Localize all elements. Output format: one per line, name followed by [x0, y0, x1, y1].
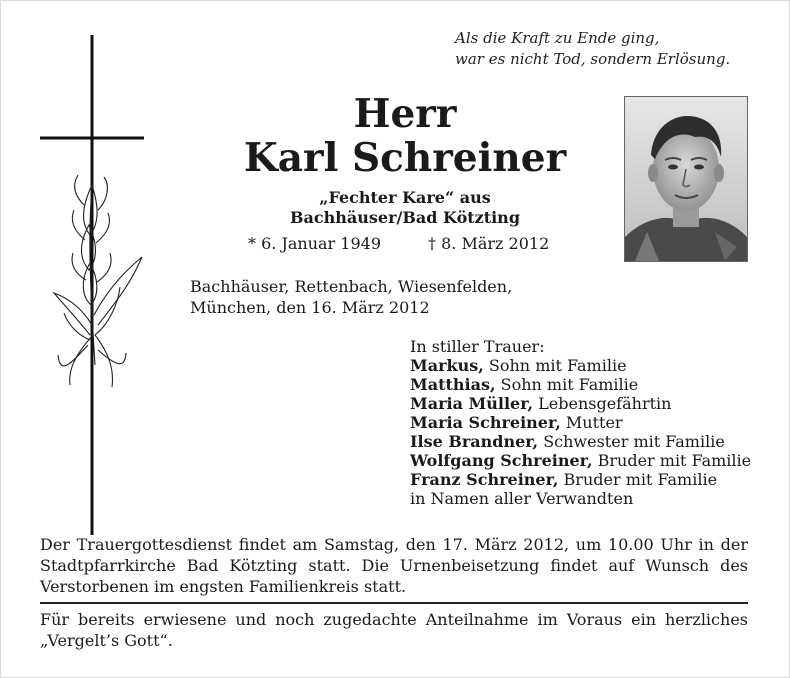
- list-item: [410, 451, 751, 470]
- mourner-name: Wolfgang Schreiner,: [410, 451, 593, 470]
- quote-line-1: Als die Kraft zu Ende ging,: [455, 29, 660, 47]
- mourner-name: Maria Müller,: [410, 394, 534, 413]
- mourner-name: Ilse Brandner,: [410, 432, 539, 451]
- epigraph-quote: [455, 28, 730, 70]
- thanks-note: [40, 609, 748, 651]
- mourner-relation: Bruder mit Familie: [563, 470, 718, 489]
- list-item: [410, 432, 751, 451]
- service-notice: [40, 534, 748, 597]
- birth-date: * 6. Januar 1949: [248, 234, 381, 253]
- mourners-intro: In stiller Trauer:: [410, 337, 545, 356]
- portrait-photo: [624, 96, 748, 262]
- mourners-list: [410, 337, 751, 508]
- thanks-line-2: „Vergelt’s Gott“.: [40, 631, 173, 650]
- mourner-relation: Sohn mit Familie: [488, 356, 627, 375]
- place-line-1: Bachhäuser, Rettenbach, Wiesenfelden,: [190, 277, 513, 296]
- list-item: [410, 356, 751, 375]
- mourner-relation: Lebensgefährtin: [538, 394, 672, 413]
- service-line-3: Verstorbenen im engsten Familienkreis statt.: [40, 577, 407, 596]
- place-and-date: [190, 276, 512, 318]
- service-line-1: Der Trauergottesdienst findet am Samstag, den 17. März 2012, um 10.00 Uhr in der: [40, 535, 748, 554]
- list-item: [410, 470, 751, 489]
- thanks-line-1: Für bereits erwiesene und noch zugedachte Anteilnahme im Voraus ein herzliches: [40, 610, 748, 629]
- mourner-relation: Schwester mit Familie: [543, 432, 725, 451]
- death-date: † 8. März 2012: [428, 234, 550, 253]
- hometown: Bachhäuser/Bad Kötzting: [290, 208, 520, 227]
- mourner-name: Matthias,: [410, 375, 496, 394]
- list-item: [410, 394, 751, 413]
- mourner-name: Markus,: [410, 356, 484, 375]
- quote-line-2: war es nicht Tod, sondern Erlösung.: [455, 50, 731, 68]
- mourner-name: Franz Schreiner,: [410, 470, 559, 489]
- mourner-relation: Sohn mit Familie: [500, 375, 639, 394]
- nickname: „Fechter Kare“ aus: [319, 188, 491, 207]
- salutation: Herr: [353, 91, 457, 137]
- list-item: [410, 413, 751, 432]
- divider: [40, 602, 748, 604]
- mourners-closing: in Namen aller Verwandten: [410, 489, 634, 508]
- list-item: [410, 375, 751, 394]
- mourner-relation: Bruder mit Familie: [597, 451, 752, 470]
- deceased-name: Karl Schreiner: [243, 135, 567, 181]
- place-line-2: München, den 16. März 2012: [190, 298, 430, 317]
- mourner-relation: Mutter: [565, 413, 623, 432]
- mourner-name: Maria Schreiner,: [410, 413, 561, 432]
- cross-with-wheat-icon: [40, 35, 150, 535]
- service-line-2: Stadtpfarrkirche Bad Kötzting statt. Die Urnenbeisetzung findet auf Wunsch des: [40, 556, 748, 575]
